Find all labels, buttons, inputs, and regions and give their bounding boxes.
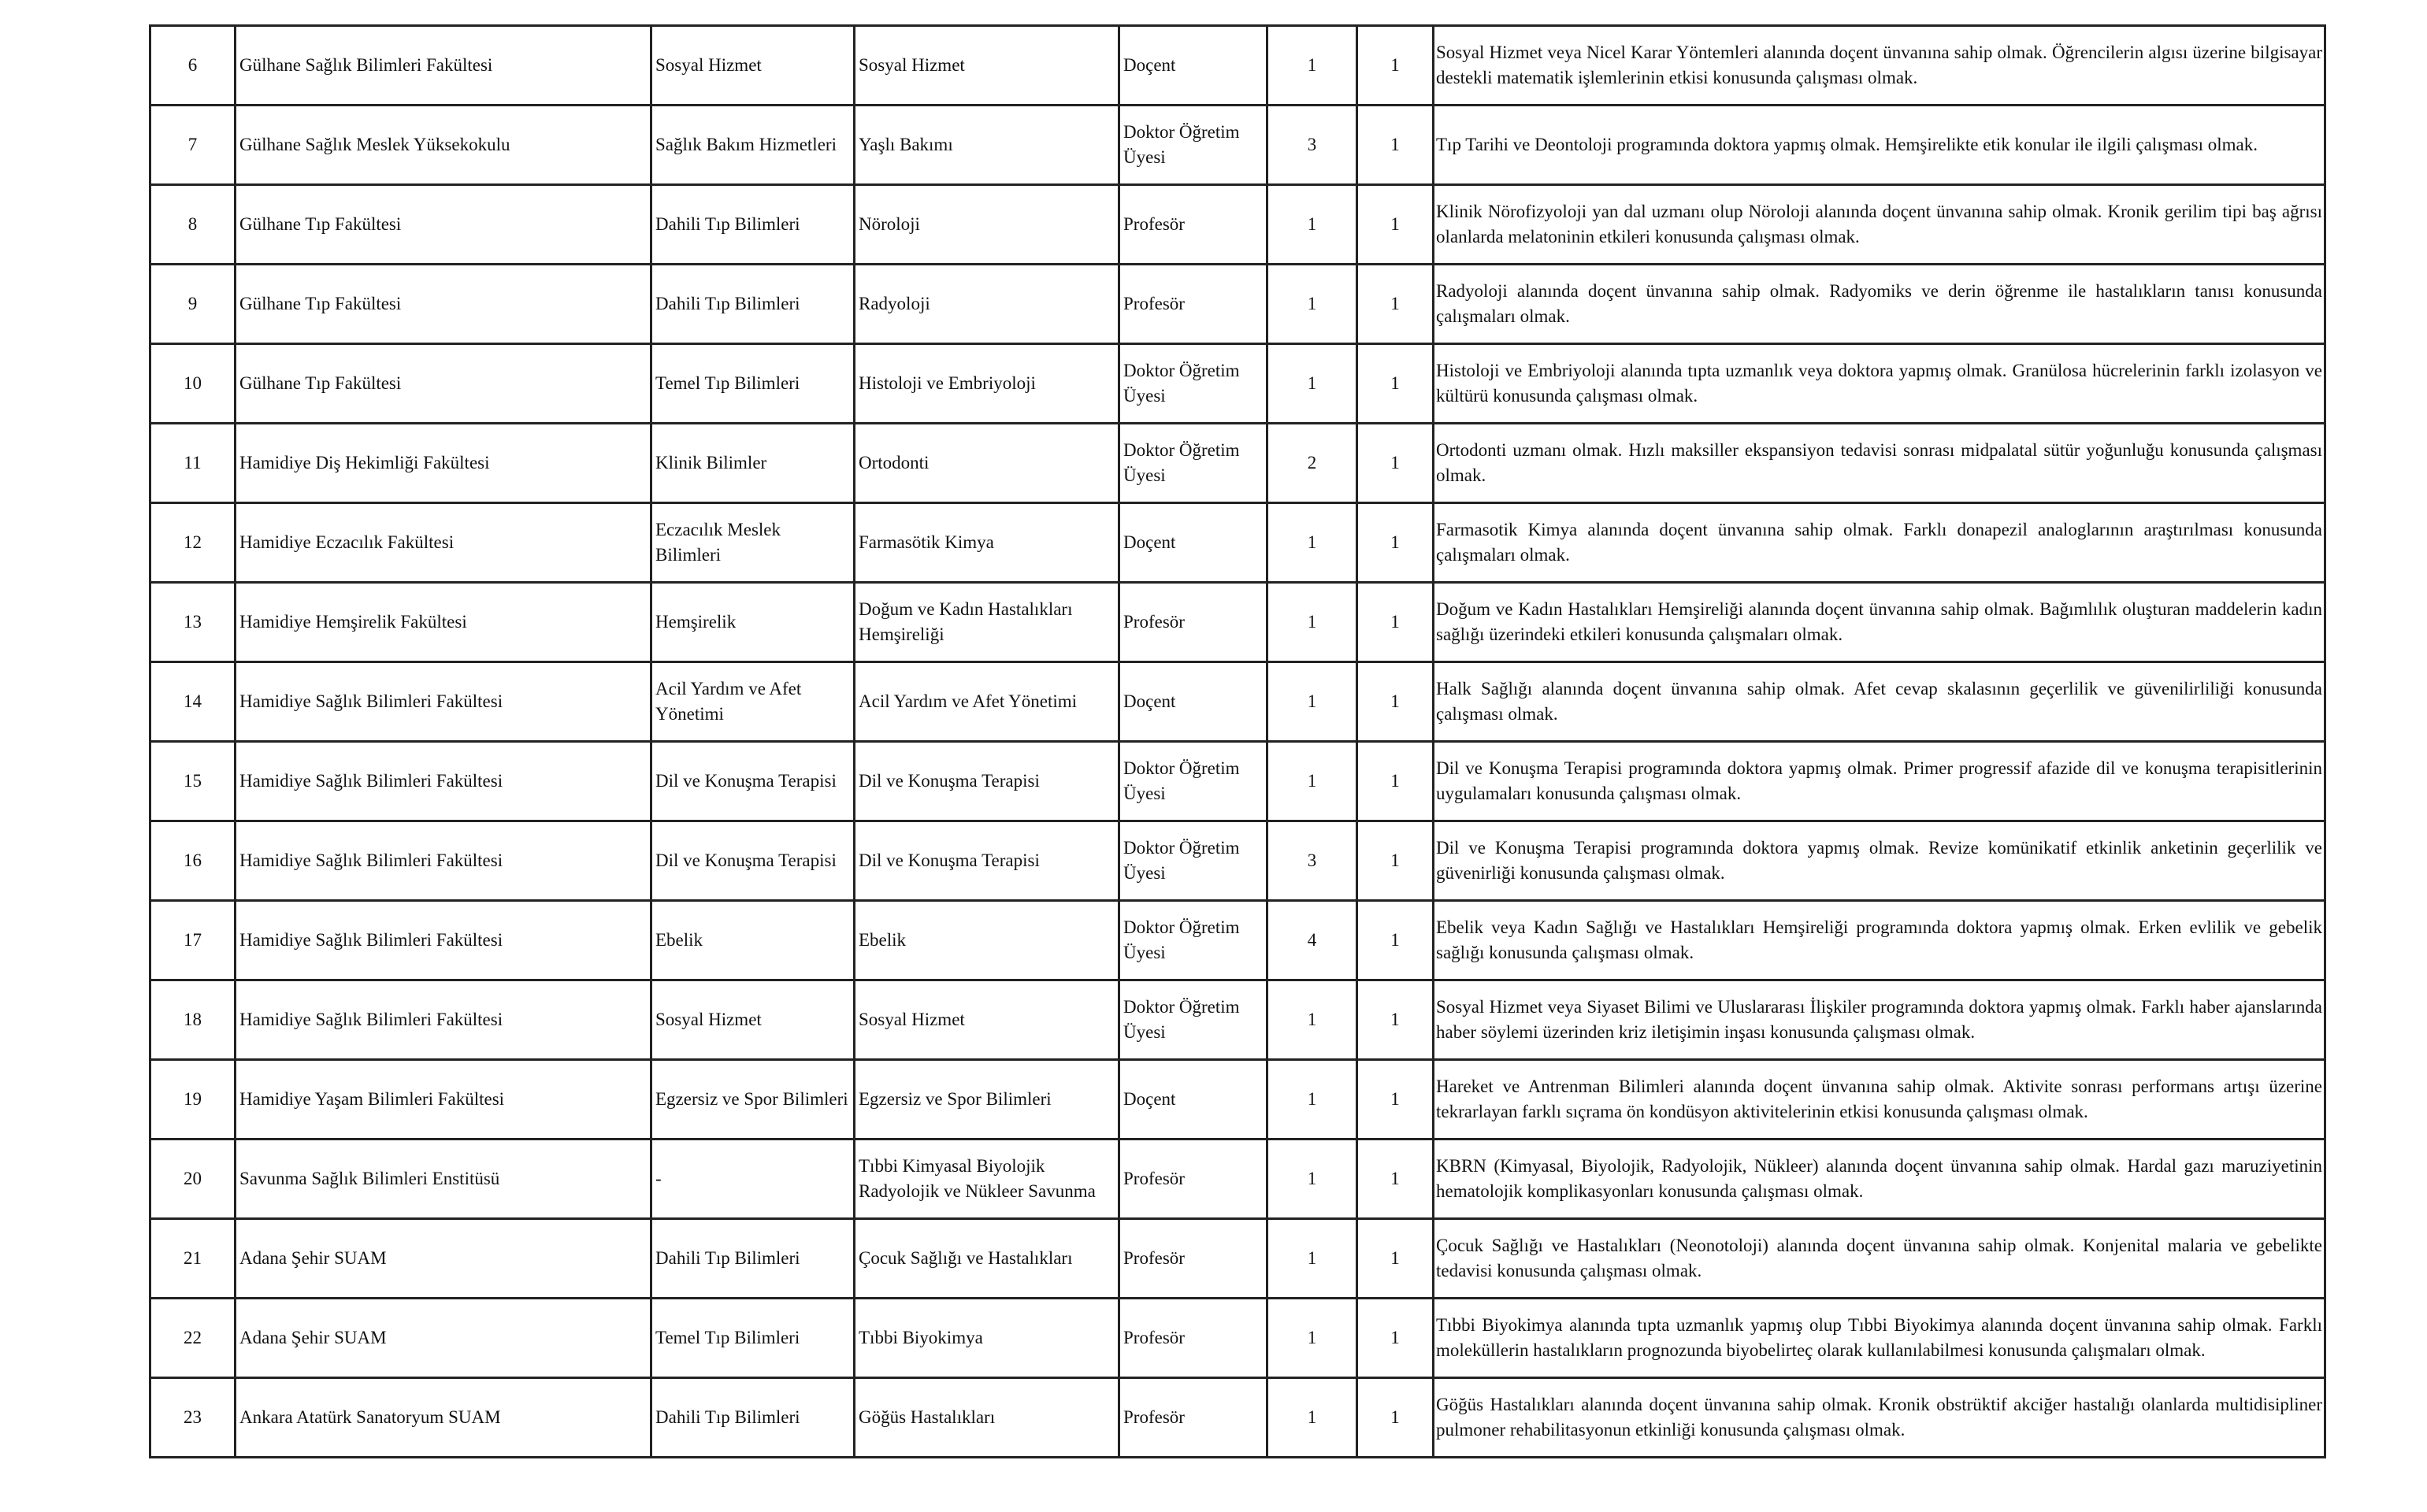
position-count-cell: 1 [1267,1219,1357,1299]
department-cell: Ebelik [651,901,855,980]
degree-count-cell: 1 [1357,901,1434,980]
positions-table [149,24,2326,1458]
unit-name-cell: Hamidiye Sağlık Bilimleri Fakültesi [236,742,651,821]
row-number-cell: 16 [150,821,236,901]
degree-count-cell: 1 [1357,980,1434,1060]
field-cell: Tıbbi Biyokimya [855,1299,1119,1378]
position-count-cell: 1 [1267,344,1357,424]
academic-title-cell: Doktor Öğretim Üyesi [1119,742,1267,821]
position-count-cell: 1 [1267,980,1357,1060]
requirement-cell: Çocuk Sağlığı ve Hastalıkları (Neonotoloji) alanında doçent ünvanına sahip olmak. Konjenital malaria ve gebelikte tedavisi konusunda çalışması olmak. [1434,1219,2325,1299]
unit-name-cell: Savunma Sağlık Bilimleri Enstitüsü [236,1140,651,1219]
row-number-cell: 13 [150,583,236,662]
table-row [150,1140,2325,1219]
table-row [150,26,2325,106]
academic-title-cell: Doktor Öğretim Üyesi [1119,901,1267,980]
field-cell: Radyoloji [855,265,1119,344]
academic-title-cell: Doktor Öğretim Üyesi [1119,821,1267,901]
unit-name-cell: Hamidiye Sağlık Bilimleri Fakültesi [236,662,651,742]
position-count-cell: 1 [1267,1378,1357,1458]
requirement-cell: Ebelik veya Kadın Sağlığı ve Hastalıkları Hemşireliği programında doktora yapmış olmak. Erken evlilik ve gebelik sağlığı konusunda çalışması olmak. [1434,901,2325,980]
field-cell: Göğüs Hastalıkları [855,1378,1119,1458]
position-count-cell: 1 [1267,1140,1357,1219]
table-row [150,1378,2325,1458]
field-cell: Doğum ve Kadın Hastalıkları Hemşireliği [855,583,1119,662]
degree-count-cell: 1 [1357,1219,1434,1299]
unit-name-cell: Hamidiye Sağlık Bilimleri Fakültesi [236,901,651,980]
row-number-cell: 8 [150,185,236,265]
requirement-cell: Tıp Tarihi ve Deontoloji programında doktora yapmış olmak. Hemşirelikte etik konular ile ilgili çalışması olmak. [1434,106,2325,185]
row-number-cell: 11 [150,424,236,503]
table-row [150,344,2325,424]
field-cell: Ebelik [855,901,1119,980]
degree-count-cell: 1 [1357,265,1434,344]
field-cell: Acil Yardım ve Afet Yönetimi [855,662,1119,742]
department-cell: Acil Yardım ve Afet Yönetimi [651,662,855,742]
unit-name-cell: Hamidiye Sağlık Bilimleri Fakültesi [236,980,651,1060]
row-number-cell: 23 [150,1378,236,1458]
requirement-cell: KBRN (Kimyasal, Biyolojik, Radyolojik, Nükleer) alanında doçent ünvanına sahip olmak. Hardal gazı maruziyetinin hematolojik komplikasyonları konusunda çalışması olmak. [1434,1140,2325,1219]
table-row [150,901,2325,980]
degree-count-cell: 1 [1357,1060,1434,1140]
requirement-cell: Göğüs Hastalıkları alanında doçent ünvanına sahip olmak. Kronik obstrüktif akciğer hastalığı olanlarda multidisipliner pulmoner rehabilitasyonun etkinliği konusunda çalışması olmak. [1434,1378,2325,1458]
department-cell: - [651,1140,855,1219]
table-row [150,1299,2325,1378]
field-cell: Dil ve Konuşma Terapisi [855,821,1119,901]
degree-count-cell: 1 [1357,106,1434,185]
requirement-cell: Farmasotik Kimya alanında doçent ünvanına sahip olmak. Farklı donapezil analoglarının araştırılması konusunda çalışmaları olmak. [1434,503,2325,583]
row-number-cell: 17 [150,901,236,980]
field-cell: Çocuk Sağlığı ve Hastalıkları [855,1219,1119,1299]
department-cell: Sosyal Hizmet [651,26,855,106]
degree-count-cell: 1 [1357,26,1434,106]
department-cell: Temel Tıp Bilimleri [651,344,855,424]
academic-title-cell: Doçent [1119,26,1267,106]
academic-title-cell: Doçent [1119,662,1267,742]
row-number-cell: 7 [150,106,236,185]
requirement-cell: Sosyal Hizmet veya Nicel Karar Yöntemleri alanında doçent ünvanına sahip olmak. Öğrencilerin algısı üzerine bilgisayar destekli matematik işlemlerinin etkisi konusunda çalışması olmak. [1434,26,2325,106]
degree-count-cell: 1 [1357,424,1434,503]
degree-count-cell: 1 [1357,344,1434,424]
department-cell: Temel Tıp Bilimleri [651,1299,855,1378]
position-count-cell: 1 [1267,662,1357,742]
degree-count-cell: 1 [1357,821,1434,901]
requirement-cell: Sosyal Hizmet veya Siyaset Bilimi ve Uluslararası İlişkiler programında doktora yapmış olmak. Farklı haber ajanslarında haber söylemi üzerinden kriz iletişimin inşası konusunda çalışması olmak. [1434,980,2325,1060]
row-number-cell: 19 [150,1060,236,1140]
field-cell: Farmasötik Kimya [855,503,1119,583]
unit-name-cell: Gülhane Tıp Fakültesi [236,344,651,424]
field-cell: Nöroloji [855,185,1119,265]
academic-title-cell: Doktor Öğretim Üyesi [1119,344,1267,424]
field-cell: Egzersiz ve Spor Bilimleri [855,1060,1119,1140]
department-cell: Dahili Tıp Bilimleri [651,265,855,344]
academic-title-cell: Doktor Öğretim Üyesi [1119,106,1267,185]
requirement-cell: Halk Sağlığı alanında doçent ünvanına sahip olmak. Afet cevap skalasının geçerlilik ve güvenilirliliği konusunda çalışması olmak. [1434,662,2325,742]
position-count-cell: 4 [1267,901,1357,980]
table-row [150,185,2325,265]
department-cell: Klinik Bilimler [651,424,855,503]
unit-name-cell: Gülhane Sağlık Bilimleri Fakültesi [236,26,651,106]
unit-name-cell: Gülhane Tıp Fakültesi [236,265,651,344]
field-cell: Tıbbi Kimyasal Biyolojik Radyolojik ve Nükleer Savunma [855,1140,1119,1219]
academic-title-cell: Profesör [1119,1299,1267,1378]
position-count-cell: 2 [1267,424,1357,503]
field-cell: Dil ve Konuşma Terapisi [855,742,1119,821]
academic-title-cell: Profesör [1119,1378,1267,1458]
unit-name-cell: Hamidiye Yaşam Bilimleri Fakültesi [236,1060,651,1140]
table-row [150,424,2325,503]
position-count-cell: 1 [1267,583,1357,662]
academic-title-cell: Profesör [1119,1219,1267,1299]
degree-count-cell: 1 [1357,583,1434,662]
degree-count-cell: 1 [1357,503,1434,583]
table-row [150,662,2325,742]
department-cell: Dil ve Konuşma Terapisi [651,821,855,901]
department-cell: Hemşirelik [651,583,855,662]
department-cell: Egzersiz ve Spor Bilimleri [651,1060,855,1140]
requirement-cell: Tıbbi Biyokimya alanında tıpta uzmanlık yapmış olup Tıbbi Biyokimya alanında doçent ünvanına sahip olmak. Farklı moleküllerin hastalıkların prognozunda biyobelirteç olarak kullanılabilmesi konusunda çalışmaları olmak. [1434,1299,2325,1378]
row-number-cell: 14 [150,662,236,742]
row-number-cell: 9 [150,265,236,344]
position-count-cell: 1 [1267,185,1357,265]
field-cell: Yaşlı Bakımı [855,106,1119,185]
row-number-cell: 10 [150,344,236,424]
academic-title-cell: Doktor Öğretim Üyesi [1119,424,1267,503]
academic-title-cell: Doçent [1119,503,1267,583]
unit-name-cell: Hamidiye Diş Hekimliği Fakültesi [236,424,651,503]
table-row [150,503,2325,583]
degree-count-cell: 1 [1357,662,1434,742]
unit-name-cell: Gülhane Sağlık Meslek Yüksekokulu [236,106,651,185]
row-number-cell: 21 [150,1219,236,1299]
row-number-cell: 12 [150,503,236,583]
requirement-cell: Hareket ve Antrenman Bilimleri alanında doçent ünvanına sahip olmak. Aktivite sonrası performans artışı üzerine tekrarlayan farklı sıçrama ön kondüsyon aktivitelerinin etkisi konusunda çalışması olmak. [1434,1060,2325,1140]
department-cell: Sağlık Bakım Hizmetleri [651,106,855,185]
degree-count-cell: 1 [1357,1140,1434,1219]
row-number-cell: 20 [150,1140,236,1219]
unit-name-cell: Hamidiye Eczacılık Fakültesi [236,503,651,583]
department-cell: Dahili Tıp Bilimleri [651,1219,855,1299]
table-row [150,1219,2325,1299]
field-cell: Sosyal Hizmet [855,26,1119,106]
academic-title-cell: Doktor Öğretim Üyesi [1119,980,1267,1060]
academic-title-cell: Profesör [1119,1140,1267,1219]
degree-count-cell: 1 [1357,742,1434,821]
degree-count-cell: 1 [1357,1378,1434,1458]
field-cell: Ortodonti [855,424,1119,503]
degree-count-cell: 1 [1357,1299,1434,1378]
requirement-cell: Ortodonti uzmanı olmak. Hızlı maksiller ekspansiyon tedavisi sonrası midpalatal sütür yoğunluğu konusunda çalışması olmak. [1434,424,2325,503]
position-count-cell: 1 [1267,265,1357,344]
department-cell: Eczacılık Meslek Bilimleri [651,503,855,583]
position-count-cell: 3 [1267,106,1357,185]
position-count-cell: 1 [1267,1299,1357,1378]
unit-name-cell: Gülhane Tıp Fakültesi [236,185,651,265]
table-row [150,821,2325,901]
table-body [150,26,2325,1458]
unit-name-cell: Adana Şehir SUAM [236,1299,651,1378]
table-row [150,1060,2325,1140]
position-count-cell: 3 [1267,821,1357,901]
unit-name-cell: Hamidiye Sağlık Bilimleri Fakültesi [236,821,651,901]
requirement-cell: Dil ve Konuşma Terapisi programında doktora yapmış olmak. Revize komünikatif etkinlik anketinin geçerlilik ve güvenirliği konusunda çalışması olmak. [1434,821,2325,901]
requirement-cell: Radyoloji alanında doçent ünvanına sahip olmak. Radyomiks ve derin öğrenme ile hastalıkların tanısı konusunda çalışmaları olmak. [1434,265,2325,344]
degree-count-cell: 1 [1357,185,1434,265]
table-row [150,265,2325,344]
academic-title-cell: Profesör [1119,265,1267,344]
position-count-cell: 1 [1267,26,1357,106]
academic-title-cell: Profesör [1119,583,1267,662]
position-count-cell: 1 [1267,742,1357,821]
position-count-cell: 1 [1267,503,1357,583]
unit-name-cell: Ankara Atatürk Sanatoryum SUAM [236,1378,651,1458]
academic-title-cell: Doçent [1119,1060,1267,1140]
department-cell: Dahili Tıp Bilimleri [651,1378,855,1458]
requirement-cell: Histoloji ve Embriyoloji alanında tıpta uzmanlık veya doktora yapmış olmak. Granülosa hücrelerinin farklı izolasyon ve kültürü konusunda çalışması olmak. [1434,344,2325,424]
department-cell: Dahili Tıp Bilimleri [651,185,855,265]
table-row [150,106,2325,185]
unit-name-cell: Adana Şehir SUAM [236,1219,651,1299]
row-number-cell: 22 [150,1299,236,1378]
requirement-cell: Dil ve Konuşma Terapisi programında doktora yapmış olmak. Primer progressif afazide dil ve konuşma terapisitlerinin uygulamaları konusunda çalışması olmak. [1434,742,2325,821]
department-cell: Dil ve Konuşma Terapisi [651,742,855,821]
requirement-cell: Doğum ve Kadın Hastalıkları Hemşireliği alanında doçent ünvanına sahip olmak. Bağımlılık oluşturan maddelerin kadın sağlığı üzerindeki etkileri konusunda çalışmaları olmak. [1434,583,2325,662]
row-number-cell: 15 [150,742,236,821]
position-count-cell: 1 [1267,1060,1357,1140]
field-cell: Sosyal Hizmet [855,980,1119,1060]
table-row [150,742,2325,821]
table-row [150,583,2325,662]
row-number-cell: 18 [150,980,236,1060]
table-row [150,980,2325,1060]
row-number-cell: 6 [150,26,236,106]
academic-title-cell: Profesör [1119,185,1267,265]
field-cell: Histoloji ve Embriyoloji [855,344,1119,424]
unit-name-cell: Hamidiye Hemşirelik Fakültesi [236,583,651,662]
requirement-cell: Klinik Nörofizyoloji yan dal uzmanı olup Nöroloji alanında doçent ünvanına sahip olmak. Kronik gerilim tipi baş ağrısı olanlarda melatoninin etkileri konusunda çalışması olmak. [1434,185,2325,265]
department-cell: Sosyal Hizmet [651,980,855,1060]
